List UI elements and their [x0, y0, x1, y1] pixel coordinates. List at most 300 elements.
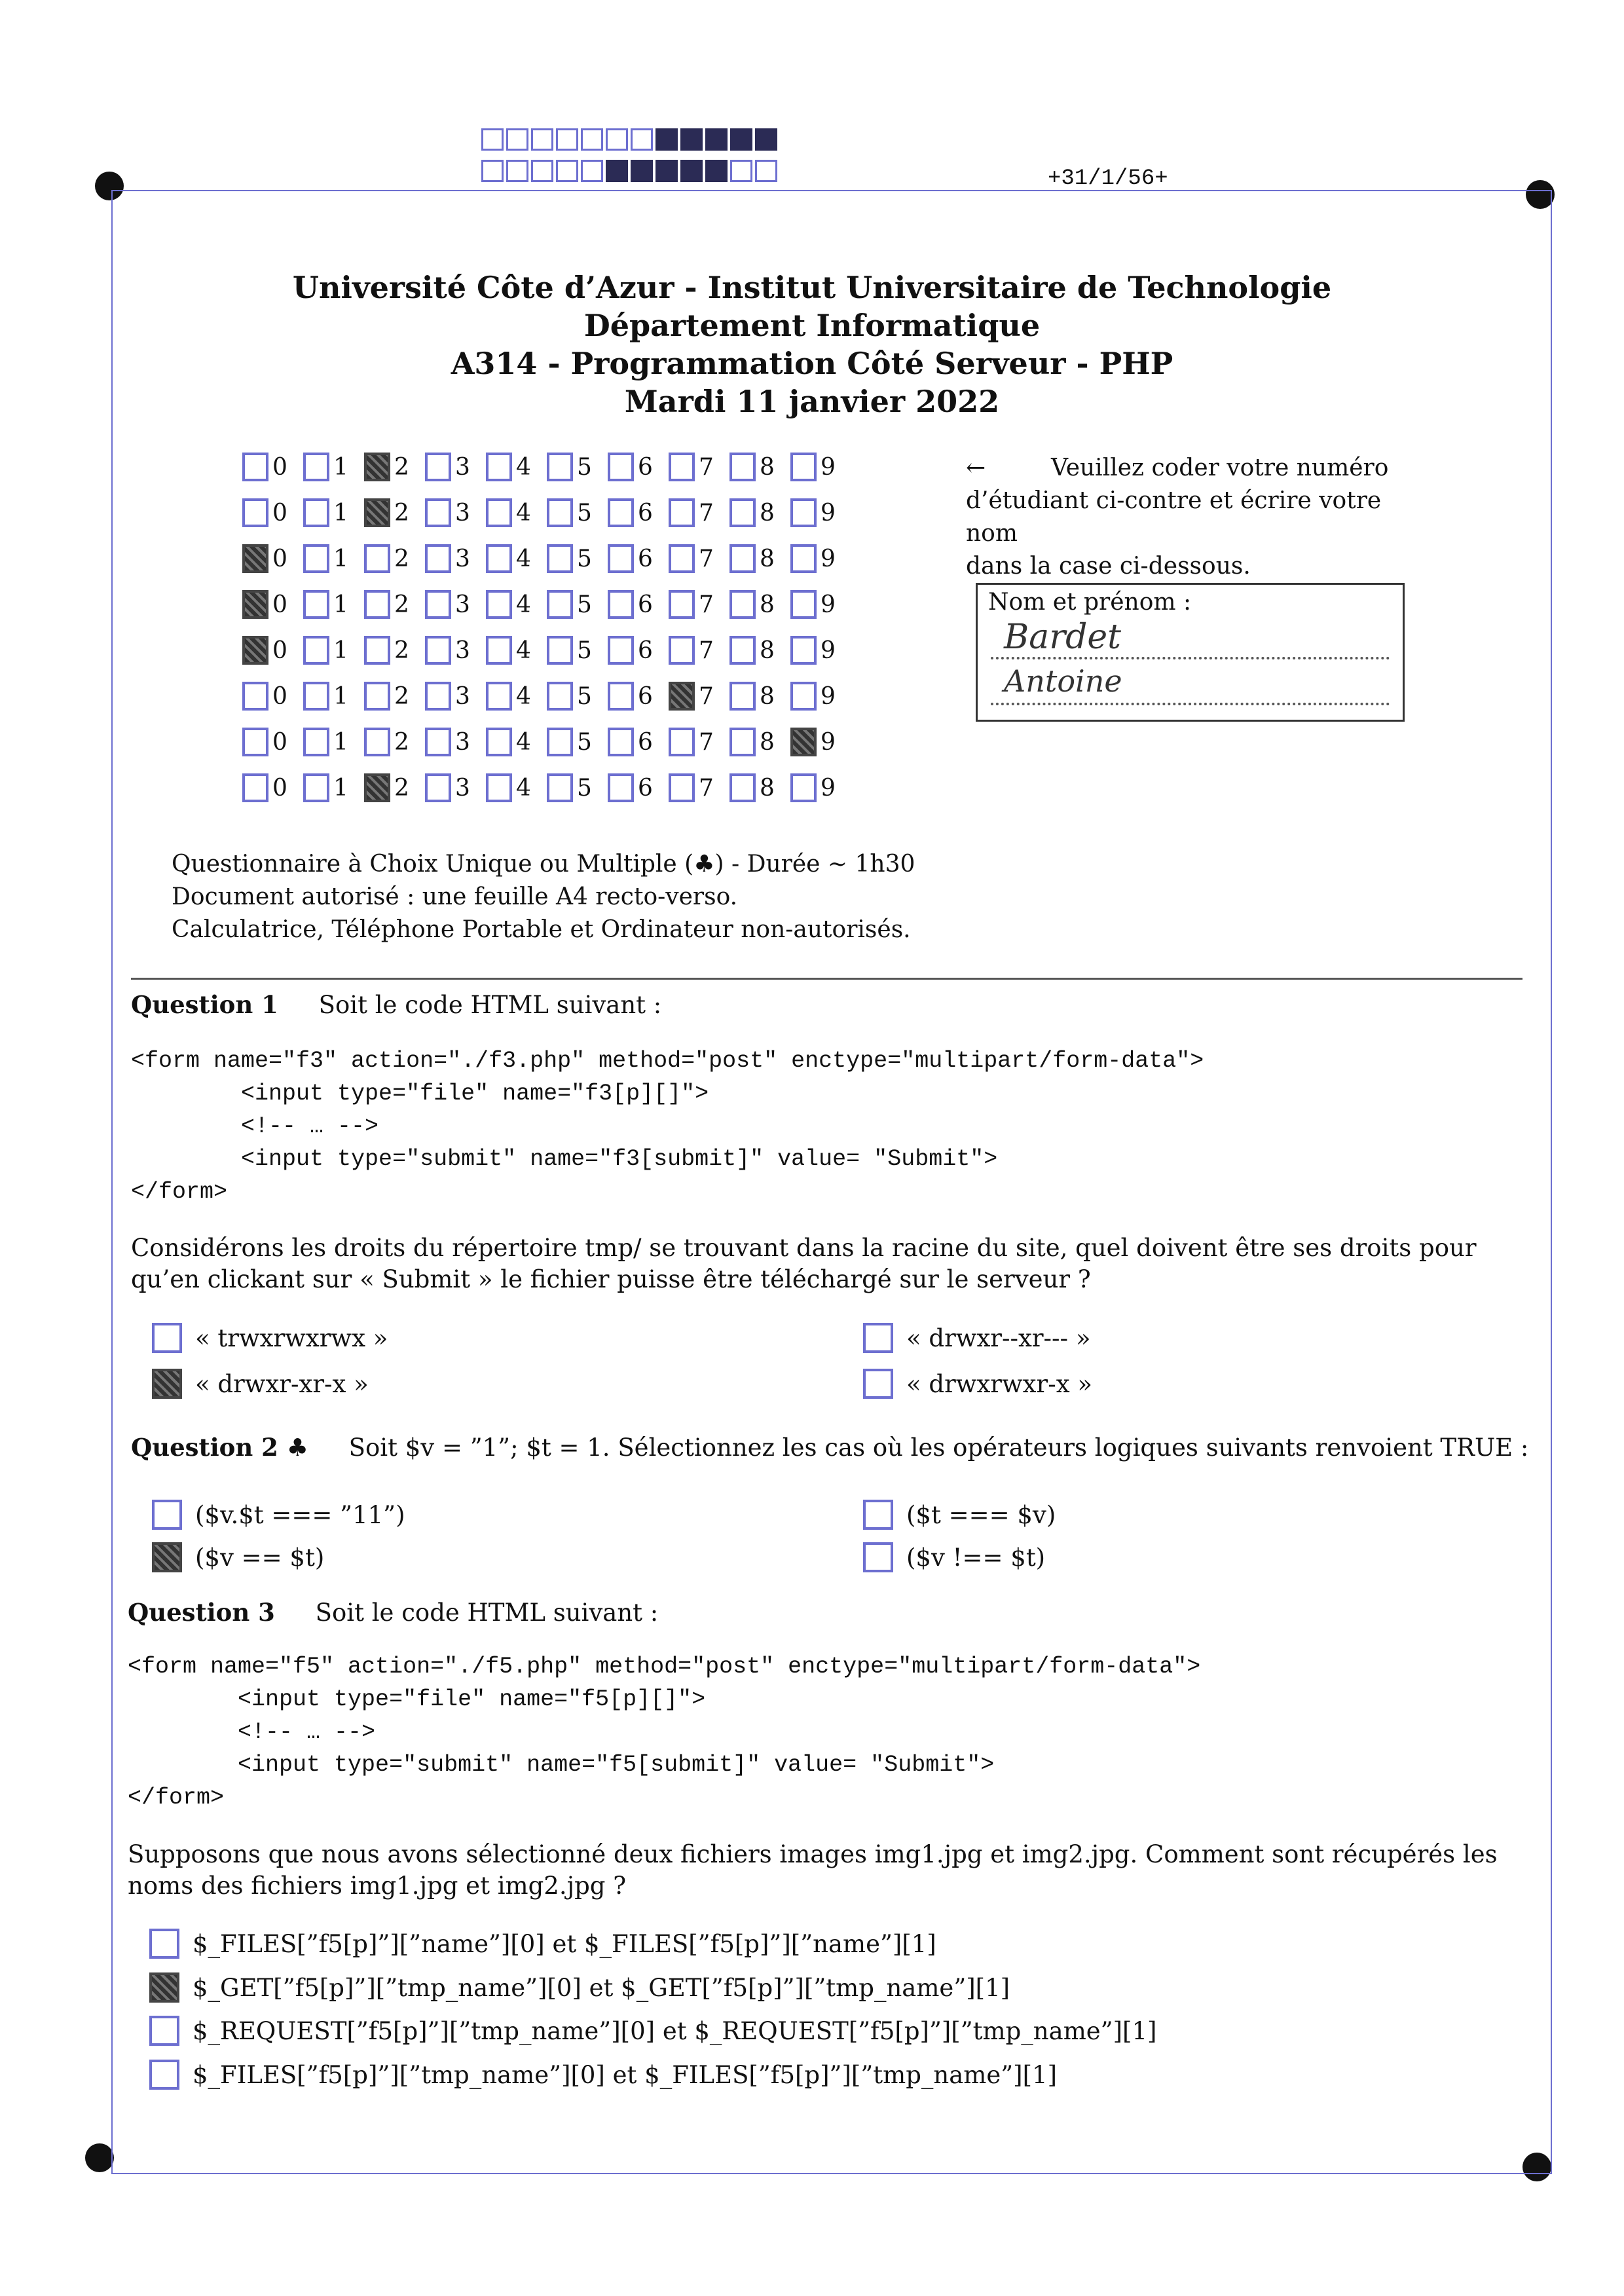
student-number-cell[interactable]	[364, 590, 425, 619]
instructions-line-3: dans la case ci-dessous.	[966, 553, 1251, 580]
digit-label: 6	[638, 682, 653, 710]
student-number-cell[interactable]	[729, 498, 790, 527]
name-box[interactable]	[976, 583, 1405, 722]
student-number-cell[interactable]	[669, 544, 729, 573]
student-number-cell[interactable]	[303, 453, 364, 481]
digit-label: 0	[272, 728, 287, 756]
student-number-cell[interactable]	[790, 636, 851, 665]
digit-checkbox[interactable]	[608, 544, 634, 573]
student-number-cell[interactable]	[729, 773, 790, 802]
digit-label: 4	[516, 774, 531, 802]
digit-label: 3	[455, 728, 470, 756]
student-number-cell[interactable]	[729, 682, 790, 711]
student-number-cell[interactable]	[669, 453, 729, 481]
digit-checkbox[interactable]	[608, 728, 634, 756]
student-number-cell[interactable]	[242, 453, 303, 481]
student-number-cell[interactable]	[547, 590, 608, 619]
digit-label: 7	[699, 545, 714, 572]
student-number-cell[interactable]	[547, 728, 608, 756]
q3-option-c-label: $_REQUEST[”f5[p]”][”tmp_name”][0] et $_REQUEST[”f5[p]”][”tmp_name”][1]	[193, 2016, 1157, 2045]
student-number-cell[interactable]	[486, 773, 547, 802]
digit-checkbox[interactable]	[790, 590, 817, 619]
student-number-cell[interactable]	[790, 590, 851, 619]
digit-checkbox[interactable]	[790, 682, 817, 711]
digit-label: 8	[760, 453, 775, 481]
student-number-cell[interactable]	[547, 682, 608, 711]
student-number-cell[interactable]	[608, 728, 669, 756]
barcode-cell	[606, 128, 628, 151]
barcode-cell	[631, 160, 653, 182]
student-number-cell[interactable]	[425, 636, 486, 665]
digit-checkbox[interactable]	[486, 498, 512, 527]
digit-checkbox[interactable]	[669, 544, 695, 573]
q3-option-a-checkbox[interactable]	[149, 1929, 179, 1959]
question-1-code	[131, 1045, 1204, 1208]
digit-checkbox[interactable]	[790, 544, 817, 573]
digit-label: 8	[760, 499, 775, 527]
q3-option-d-checkbox[interactable]	[149, 2060, 179, 2090]
digit-checkbox[interactable]	[303, 682, 329, 711]
q2-option-b[interactable]	[863, 1500, 1056, 1530]
student-number-cell[interactable]	[608, 544, 669, 573]
digit-label: 2	[394, 591, 409, 618]
digit-checkbox[interactable]	[486, 636, 512, 665]
digit-checkbox[interactable]	[303, 453, 329, 481]
digit-checkbox[interactable]	[669, 498, 695, 527]
instructions-line-1: Veuillez coder votre numéro	[1051, 454, 1389, 481]
q1-option-c[interactable]	[152, 1369, 369, 1399]
question-2-prompt: Soit $v = ”1”; $t = 1. Sélectionnez les cas où les opérateurs logiques suivants renvoient TRUE :	[348, 1434, 1529, 1462]
digit-label: 2	[394, 545, 409, 572]
digit-checkbox[interactable]	[669, 590, 695, 619]
q2-option-b-label: ($t === $v)	[906, 1500, 1056, 1529]
barcode-cell	[755, 160, 777, 182]
digit-checkbox[interactable]	[364, 682, 390, 711]
digit-label: 4	[516, 682, 531, 710]
student-number-cell[interactable]	[242, 544, 303, 573]
digit-label: 6	[638, 499, 653, 527]
digit-checkbox[interactable]	[608, 773, 634, 802]
digit-label: 5	[577, 499, 592, 527]
student-number-cell[interactable]	[486, 590, 547, 619]
student-number-cell[interactable]	[790, 498, 851, 527]
digit-checkbox[interactable]	[425, 590, 451, 619]
digit-checkbox[interactable]	[425, 498, 451, 527]
barcode-cell	[531, 160, 553, 182]
digit-checkbox[interactable]	[242, 590, 268, 619]
student-number-cell[interactable]	[790, 544, 851, 573]
question-1-label: Question 1	[131, 990, 278, 1019]
digit-checkbox[interactable]	[364, 453, 390, 481]
student-number-cell[interactable]	[242, 773, 303, 802]
student-number-row	[242, 582, 851, 627]
header-line-3: A314 - Programmation Côté Serveur - PHP	[451, 346, 1173, 381]
student-number-cell[interactable]	[790, 453, 851, 481]
digit-checkbox[interactable]	[242, 728, 268, 756]
barcode-cell	[581, 160, 603, 182]
q2-option-d[interactable]	[863, 1542, 1045, 1572]
digit-checkbox[interactable]	[729, 682, 756, 711]
student-number-cell[interactable]	[425, 590, 486, 619]
digit-checkbox[interactable]	[303, 773, 329, 802]
digit-label: 5	[577, 637, 592, 664]
student-number-cell[interactable]	[669, 773, 729, 802]
q1-option-b-checkbox[interactable]	[863, 1323, 893, 1353]
digit-label: 4	[516, 453, 531, 481]
student-number-cell[interactable]	[425, 773, 486, 802]
barcode-cell	[481, 160, 504, 182]
digit-checkbox[interactable]	[242, 453, 268, 481]
exam-meta	[172, 848, 915, 946]
digit-checkbox[interactable]	[669, 636, 695, 665]
student-number-cell[interactable]	[669, 682, 729, 711]
student-number-cell[interactable]	[303, 773, 364, 802]
digit-checkbox[interactable]	[364, 590, 390, 619]
barcode-cell	[655, 128, 678, 151]
barcode-cell	[506, 160, 528, 182]
digit-checkbox[interactable]	[486, 544, 512, 573]
q3-option-b-checkbox[interactable]	[149, 1972, 179, 2003]
digit-label: 9	[821, 591, 836, 618]
q3-option-c[interactable]	[149, 2016, 1156, 2046]
student-number-cell[interactable]	[303, 590, 364, 619]
digit-checkbox[interactable]	[242, 636, 268, 665]
digit-checkbox[interactable]	[790, 728, 817, 756]
question-1-text: Considérons les droits du répertoire tmp/ se trouvant dans la racine du site, quel doivent être ses droits pour qu’en clickant sur « Submit » le fichier puisse être téléchargé sur le serveur ?	[131, 1234, 1477, 1293]
digit-checkbox[interactable]	[486, 453, 512, 481]
digit-checkbox[interactable]	[425, 773, 451, 802]
digit-checkbox[interactable]	[425, 636, 451, 665]
student-number-row	[242, 627, 851, 673]
student-number-cell[interactable]	[364, 728, 425, 756]
digit-checkbox[interactable]	[729, 728, 756, 756]
digit-checkbox[interactable]	[608, 498, 634, 527]
digit-checkbox[interactable]	[669, 728, 695, 756]
digit-label: 5	[577, 682, 592, 710]
header-line-1: Université Côte d’Azur - Institut Universitaire de Technologie	[292, 270, 1332, 305]
registration-mark-bottom-left	[85, 2143, 114, 2172]
meta-line-3: Calculatrice, Téléphone Portable et Ordinateur non-autorisés.	[172, 916, 911, 943]
student-number-cell[interactable]	[364, 498, 425, 527]
student-number-cell[interactable]	[669, 498, 729, 527]
student-number-row	[242, 765, 851, 811]
student-number-cell[interactable]	[608, 773, 669, 802]
digit-checkbox[interactable]	[669, 682, 695, 711]
digit-checkbox[interactable]	[425, 453, 451, 481]
student-number-cell[interactable]	[425, 498, 486, 527]
digit-checkbox[interactable]	[303, 544, 329, 573]
digit-label: 3	[455, 682, 470, 710]
digit-label: 9	[821, 453, 836, 481]
digit-label: 9	[821, 682, 836, 710]
barcode-cell	[581, 128, 603, 151]
digit-label: 3	[455, 637, 470, 664]
student-number-cell[interactable]	[547, 773, 608, 802]
digit-label: 1	[333, 774, 348, 802]
barcode-cell	[606, 160, 628, 182]
student-number-cell[interactable]	[425, 728, 486, 756]
question-3-heading	[128, 1598, 658, 1627]
code-line: <input type="file" name="f3[p][]">	[131, 1081, 709, 1107]
student-number-cell[interactable]	[729, 453, 790, 481]
student-number-cell[interactable]	[669, 636, 729, 665]
digit-label: 6	[638, 453, 653, 481]
student-number-cell[interactable]	[729, 636, 790, 665]
digit-label: 1	[333, 453, 348, 481]
q1-option-d[interactable]	[863, 1369, 1092, 1399]
digit-label: 0	[272, 637, 287, 664]
digit-checkbox[interactable]	[364, 544, 390, 573]
student-number-cell[interactable]	[669, 590, 729, 619]
student-number-cell[interactable]	[486, 728, 547, 756]
separator-line	[131, 978, 1522, 980]
digit-label: 5	[577, 545, 592, 572]
digit-label: 2	[394, 682, 409, 710]
digit-label: 6	[638, 728, 653, 756]
digit-label: 5	[577, 591, 592, 618]
digit-label: 4	[516, 591, 531, 618]
digit-checkbox[interactable]	[303, 636, 329, 665]
digit-label: 7	[699, 453, 714, 481]
student-number-cell[interactable]	[425, 544, 486, 573]
student-number-cell[interactable]	[608, 590, 669, 619]
digit-checkbox[interactable]	[790, 498, 817, 527]
digit-label: 3	[455, 774, 470, 802]
digit-checkbox[interactable]	[486, 590, 512, 619]
digit-label: 6	[638, 774, 653, 802]
digit-label: 3	[455, 545, 470, 572]
digit-label: 2	[394, 774, 409, 802]
student-number-cell[interactable]	[547, 498, 608, 527]
q2-option-a-checkbox[interactable]	[152, 1500, 182, 1530]
barcode-cell	[655, 160, 678, 182]
q2-option-d-label: ($v !== $t)	[906, 1543, 1046, 1572]
student-number-cell[interactable]	[364, 773, 425, 802]
digit-checkbox[interactable]	[729, 773, 756, 802]
digit-checkbox[interactable]	[364, 636, 390, 665]
digit-checkbox[interactable]	[303, 590, 329, 619]
digit-checkbox[interactable]	[425, 544, 451, 573]
q1-option-b-label: « drwxr--xr--- »	[906, 1324, 1091, 1352]
digit-label: 1	[333, 591, 348, 618]
q2-option-d-checkbox[interactable]	[863, 1542, 893, 1572]
code-line: <input type="file" name="f5[p][]">	[128, 1686, 706, 1713]
barcode-cell	[631, 128, 653, 151]
student-number-cell[interactable]	[486, 544, 547, 573]
digit-checkbox[interactable]	[547, 544, 573, 573]
digit-checkbox[interactable]	[729, 544, 756, 573]
code-line: <!-- … -->	[128, 1719, 376, 1745]
question-1-prompt: Soit le code HTML suivant :	[318, 991, 662, 1019]
student-number-cell[interactable]	[790, 682, 851, 711]
exam-header	[0, 268, 1624, 420]
digit-checkbox[interactable]	[486, 682, 512, 711]
digit-label: 0	[272, 682, 287, 710]
digit-checkbox[interactable]	[364, 728, 390, 756]
q1-option-a[interactable]	[152, 1323, 388, 1353]
digit-label: 7	[699, 682, 714, 710]
q3-option-b[interactable]	[149, 1972, 1010, 2003]
digit-checkbox[interactable]	[242, 682, 268, 711]
student-number-cell[interactable]	[608, 682, 669, 711]
q3-option-d[interactable]	[149, 2060, 1057, 2090]
digit-checkbox[interactable]	[364, 498, 390, 527]
student-number-cell[interactable]	[729, 590, 790, 619]
digit-checkbox[interactable]	[486, 728, 512, 756]
student-number-cell[interactable]	[303, 498, 364, 527]
digit-label: 9	[821, 545, 836, 572]
student-number-cell[interactable]	[303, 682, 364, 711]
digit-checkbox[interactable]	[425, 728, 451, 756]
q2-option-a-label: ($v.$t === ”11”)	[195, 1500, 405, 1529]
meta-line-2: Document autorisé : une feuille A4 recto-verso.	[172, 883, 738, 910]
digit-checkbox[interactable]	[790, 453, 817, 481]
student-number-cell[interactable]	[486, 498, 547, 527]
digit-checkbox[interactable]	[729, 636, 756, 665]
student-number-cell[interactable]	[364, 453, 425, 481]
student-number-cell[interactable]	[608, 453, 669, 481]
digit-checkbox[interactable]	[729, 453, 756, 481]
digit-checkbox[interactable]	[303, 498, 329, 527]
arrow-left-icon: ←	[966, 454, 986, 481]
digit-checkbox[interactable]	[790, 773, 817, 802]
q3-option-a[interactable]	[149, 1929, 936, 1959]
digit-checkbox[interactable]	[547, 636, 573, 665]
digit-label: 5	[577, 728, 592, 756]
meta-line-1: Questionnaire à Choix Unique ou Multiple (♣) - Durée ∼ 1h30	[172, 851, 915, 878]
student-number-grid	[242, 444, 851, 811]
student-number-cell[interactable]	[486, 636, 547, 665]
student-number-cell[interactable]	[242, 682, 303, 711]
student-number-cell[interactable]	[303, 544, 364, 573]
digit-checkbox[interactable]	[608, 682, 634, 711]
student-number-row	[242, 673, 851, 719]
digit-checkbox[interactable]	[729, 498, 756, 527]
digit-checkbox[interactable]	[547, 590, 573, 619]
digit-label: 0	[272, 545, 287, 572]
student-number-cell[interactable]	[242, 636, 303, 665]
student-number-cell[interactable]	[790, 728, 851, 756]
digit-label: 0	[272, 499, 287, 527]
q2-option-a[interactable]	[152, 1500, 405, 1530]
digit-checkbox[interactable]	[669, 773, 695, 802]
student-number-cell[interactable]	[669, 728, 729, 756]
digit-checkbox[interactable]	[547, 682, 573, 711]
q2-option-b-checkbox[interactable]	[863, 1500, 893, 1530]
q1-option-a-label: « trwxrwxrwx »	[195, 1324, 388, 1352]
digit-checkbox[interactable]	[547, 498, 573, 527]
student-number-cell[interactable]	[547, 636, 608, 665]
student-number-cell[interactable]	[364, 682, 425, 711]
instructions-line-2: d’étudiant ci-contre et écrire votre nom	[966, 487, 1382, 547]
digit-label: 1	[333, 499, 348, 527]
digit-label: 0	[272, 591, 287, 618]
code-line: <!-- … -->	[131, 1113, 379, 1139]
question-2-heading	[131, 1433, 1528, 1462]
student-number-cell[interactable]	[486, 453, 547, 481]
student-number-cell[interactable]	[242, 498, 303, 527]
digit-checkbox[interactable]	[364, 773, 390, 802]
digit-label: 8	[760, 591, 775, 618]
q1-option-d-checkbox[interactable]	[863, 1369, 893, 1399]
digit-checkbox[interactable]	[547, 773, 573, 802]
q1-option-c-checkbox[interactable]	[152, 1369, 182, 1399]
digit-checkbox[interactable]	[608, 590, 634, 619]
student-number-cell[interactable]	[303, 728, 364, 756]
instructions	[966, 452, 1424, 583]
student-number-cell[interactable]	[729, 544, 790, 573]
student-number-cell[interactable]	[364, 636, 425, 665]
digit-checkbox[interactable]	[303, 728, 329, 756]
student-number-cell[interactable]	[486, 682, 547, 711]
student-number-row	[242, 490, 851, 536]
digit-checkbox[interactable]	[669, 453, 695, 481]
q3-option-b-label: $_GET[”f5[p]”][”tmp_name”][0] et $_GET[”f5[p]”][”tmp_name”][1]	[193, 1973, 1010, 2002]
digit-checkbox[interactable]	[547, 728, 573, 756]
q2-option-c[interactable]	[152, 1542, 324, 1572]
student-number-cell[interactable]	[425, 453, 486, 481]
digit-checkbox[interactable]	[242, 773, 268, 802]
digit-label: 6	[638, 545, 653, 572]
student-number-cell[interactable]	[790, 773, 851, 802]
name-line-1	[991, 657, 1390, 659]
digit-checkbox[interactable]	[729, 590, 756, 619]
digit-label: 1	[333, 637, 348, 664]
barcode-cell	[705, 160, 728, 182]
digit-checkbox[interactable]	[790, 636, 817, 665]
student-number-cell[interactable]	[364, 544, 425, 573]
barcode-cell	[680, 128, 703, 151]
q3-option-d-label: $_FILES[”f5[p]”][”tmp_name”][0] et $_FILES[”f5[p]”][”tmp_name”][1]	[193, 2060, 1058, 2089]
student-number-cell[interactable]	[547, 453, 608, 481]
digit-label: 5	[577, 774, 592, 802]
student-number-cell[interactable]	[608, 636, 669, 665]
student-number-cell[interactable]	[729, 728, 790, 756]
code-line: <input type="submit" name="f3[submit]" value= "Submit">	[131, 1146, 998, 1172]
q2-option-c-checkbox[interactable]	[152, 1542, 182, 1572]
question-3-text: Supposons que nous avons sélectionné deux fichiers images img1.jpg et img2.jpg. Comment sont récupérés les noms des fichiers img1.jpg et img2.jpg ?	[128, 1840, 1498, 1900]
student-number-cell[interactable]	[425, 682, 486, 711]
digit-checkbox[interactable]	[486, 773, 512, 802]
student-number-cell[interactable]	[608, 498, 669, 527]
digit-checkbox[interactable]	[547, 453, 573, 481]
q2-option-c-label: ($v == $t)	[195, 1543, 325, 1572]
student-number-cell[interactable]	[547, 544, 608, 573]
student-number-row	[242, 719, 851, 765]
digit-checkbox[interactable]	[608, 636, 634, 665]
digit-checkbox[interactable]	[242, 544, 268, 573]
question-3-label: Question 3	[128, 1598, 275, 1627]
student-number-cell[interactable]	[242, 728, 303, 756]
digit-label: 6	[638, 637, 653, 664]
exam-id: +31/1/56+	[1048, 166, 1168, 191]
digit-label: 9	[821, 637, 836, 664]
digit-checkbox[interactable]	[425, 682, 451, 711]
student-number-cell[interactable]	[303, 636, 364, 665]
question-2-label: Question 2 ♣	[131, 1433, 308, 1462]
digit-label: 2	[394, 637, 409, 664]
digit-label: 7	[699, 499, 714, 527]
digit-checkbox[interactable]	[242, 498, 268, 527]
digit-checkbox[interactable]	[608, 453, 634, 481]
name-line-2	[991, 703, 1390, 705]
digit-label: 2	[394, 453, 409, 481]
q3-option-c-checkbox[interactable]	[149, 2016, 179, 2046]
q1-option-a-checkbox[interactable]	[152, 1323, 182, 1353]
student-number-cell[interactable]	[242, 590, 303, 619]
q1-option-b[interactable]	[863, 1323, 1090, 1353]
code-line: <input type="submit" name="f5[submit]" value= "Submit">	[128, 1752, 995, 1778]
